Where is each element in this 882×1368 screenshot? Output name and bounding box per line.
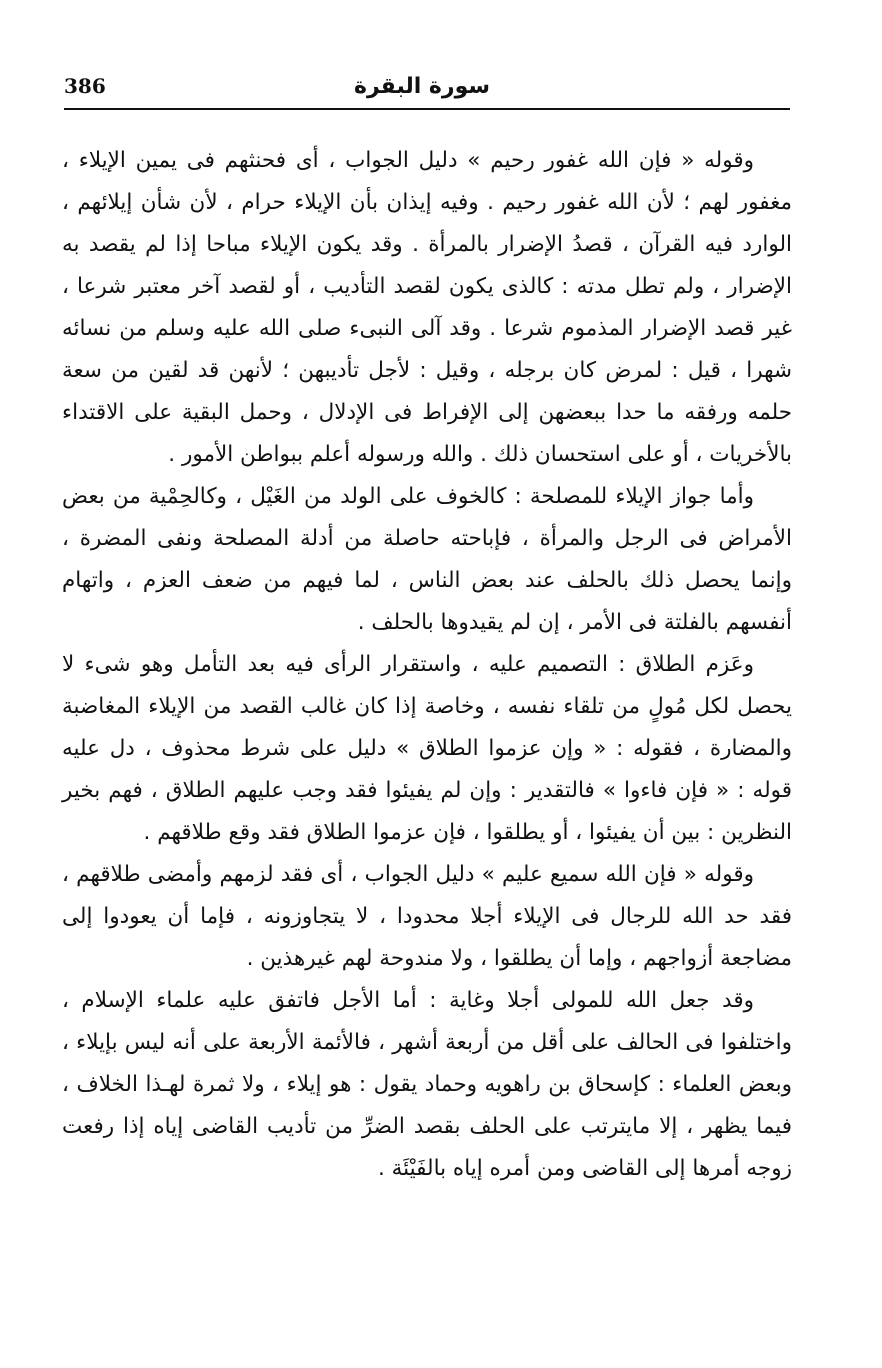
paragraph: وقوله « فإن الله سميع عليم » دليل الجواب ، أى فقد لزمهم وأمضى طلاقهم ، فقد حد الله للرجال فى الإيلاء أجلا محدودا ، لا يتجاوزونه ، فإما أن يعودوا إلى مضاجعة أزواجهم ، وإما أن يطلقوا ، ولا مندوحة لهم غيرهذين . (62, 862, 792, 971)
running-header (64, 64, 790, 110)
paragraph: وأما جواز الإيلاء للمصلحة : كالخوف على الولد من الغَيْل ، وكالحِمْية من بعض الأمراض فى الرجل والمرأة ، فإباحته حاصلة من أدلة المصلحة ونفى المضرة ، وإنما يحصل ذلك بالحلف عند بعض الناس ، لما فيهم من ضعف العزم ، واتهام أنفسهم بالفلتة فى الأمر ، إن لم يقيدوها بالحلف . (62, 484, 792, 635)
page-number: 386 (64, 74, 106, 98)
paragraph: وقد جعل الله للمولى أجلا وغاية : أما الأجل فاتفق عليه علماء الإسلام ، واختلفوا فى الحالف على أقل من أربعة أشهر ، فالأئمة الأربعة على أنه ليس بإيلاء ، وبعض العلماء : كإسحاق بن راهويه وحماد يقول : هو إيلاء ، ولا ثمرة لهـذا الخلاف ، فيما يظهر ، إلا مايترتب على الحلف بقصد الضرِّ من تأديب القاضى إياه إذا رفعت زوجه أمرها إلى القاضى ومن أمره إياه بالفَيْئَة . (62, 988, 792, 1181)
paragraph: وعَزم الطلاق : التصميم عليه ، واستقرار الرأى فيه بعد التأمل وهو شىء لا يحصل لكل مُولٍ من تلقاء نفسه ، وخاصة إذا كان غالب القصد من الإيلاء المغاضبة والمضارة ، فقوله : « وإن عزموا الطلاق » دليل على شرط محذوف ، دل عليه قوله : « فإن فاءوا » فالتقدير : وإن لم يفيئوا فقد وجب عليهم الطلاق ، فهم بخير النظرين : بين أن يفيئوا ، أو يطلقوا ، فإن عزموا الطلاق فقد وقع طلاقهم . (62, 652, 792, 845)
body-text (62, 140, 792, 1190)
surah-title: سورة البقرة (353, 73, 490, 99)
paragraph: وقوله « فإن الله غفور رحيم » دليل الجواب ، أى فحنثهم فى يمين الإيلاء ، مغفور لهم ؛ لأن الله غفور رحيم . وفيه إيذان بأن الإيلاء حرام ، لأن شأن إيلائهم ، الوارد فيه القرآن ، قصدُ الإضرار بالمرأة . وقد يكون الإيلاء مباحا إذا لم يقصد به الإضرار ، ولم تطل مدته : كالذى يكون لقصد التأديب ، أو لقصد آخر معتبر شرعا ، غير قصد الإضرار المذموم شرعا . وقد آلى النبىء صلى الله عليه وسلم من نسائه شهرا ، قيل : لمرض كان برجله ، وقيل : لأجل تأديبهن ؛ لأنهن قد لقين من سعة حلمه ورفقه ما حدا ببعضهن إلى الإفراط فى الإدلال ، وحمل البقية على الاقتداء بالأخريات ، أو على استحسان ذلك . والله ورسوله أعلم ببواطن الأمور . (62, 148, 792, 467)
